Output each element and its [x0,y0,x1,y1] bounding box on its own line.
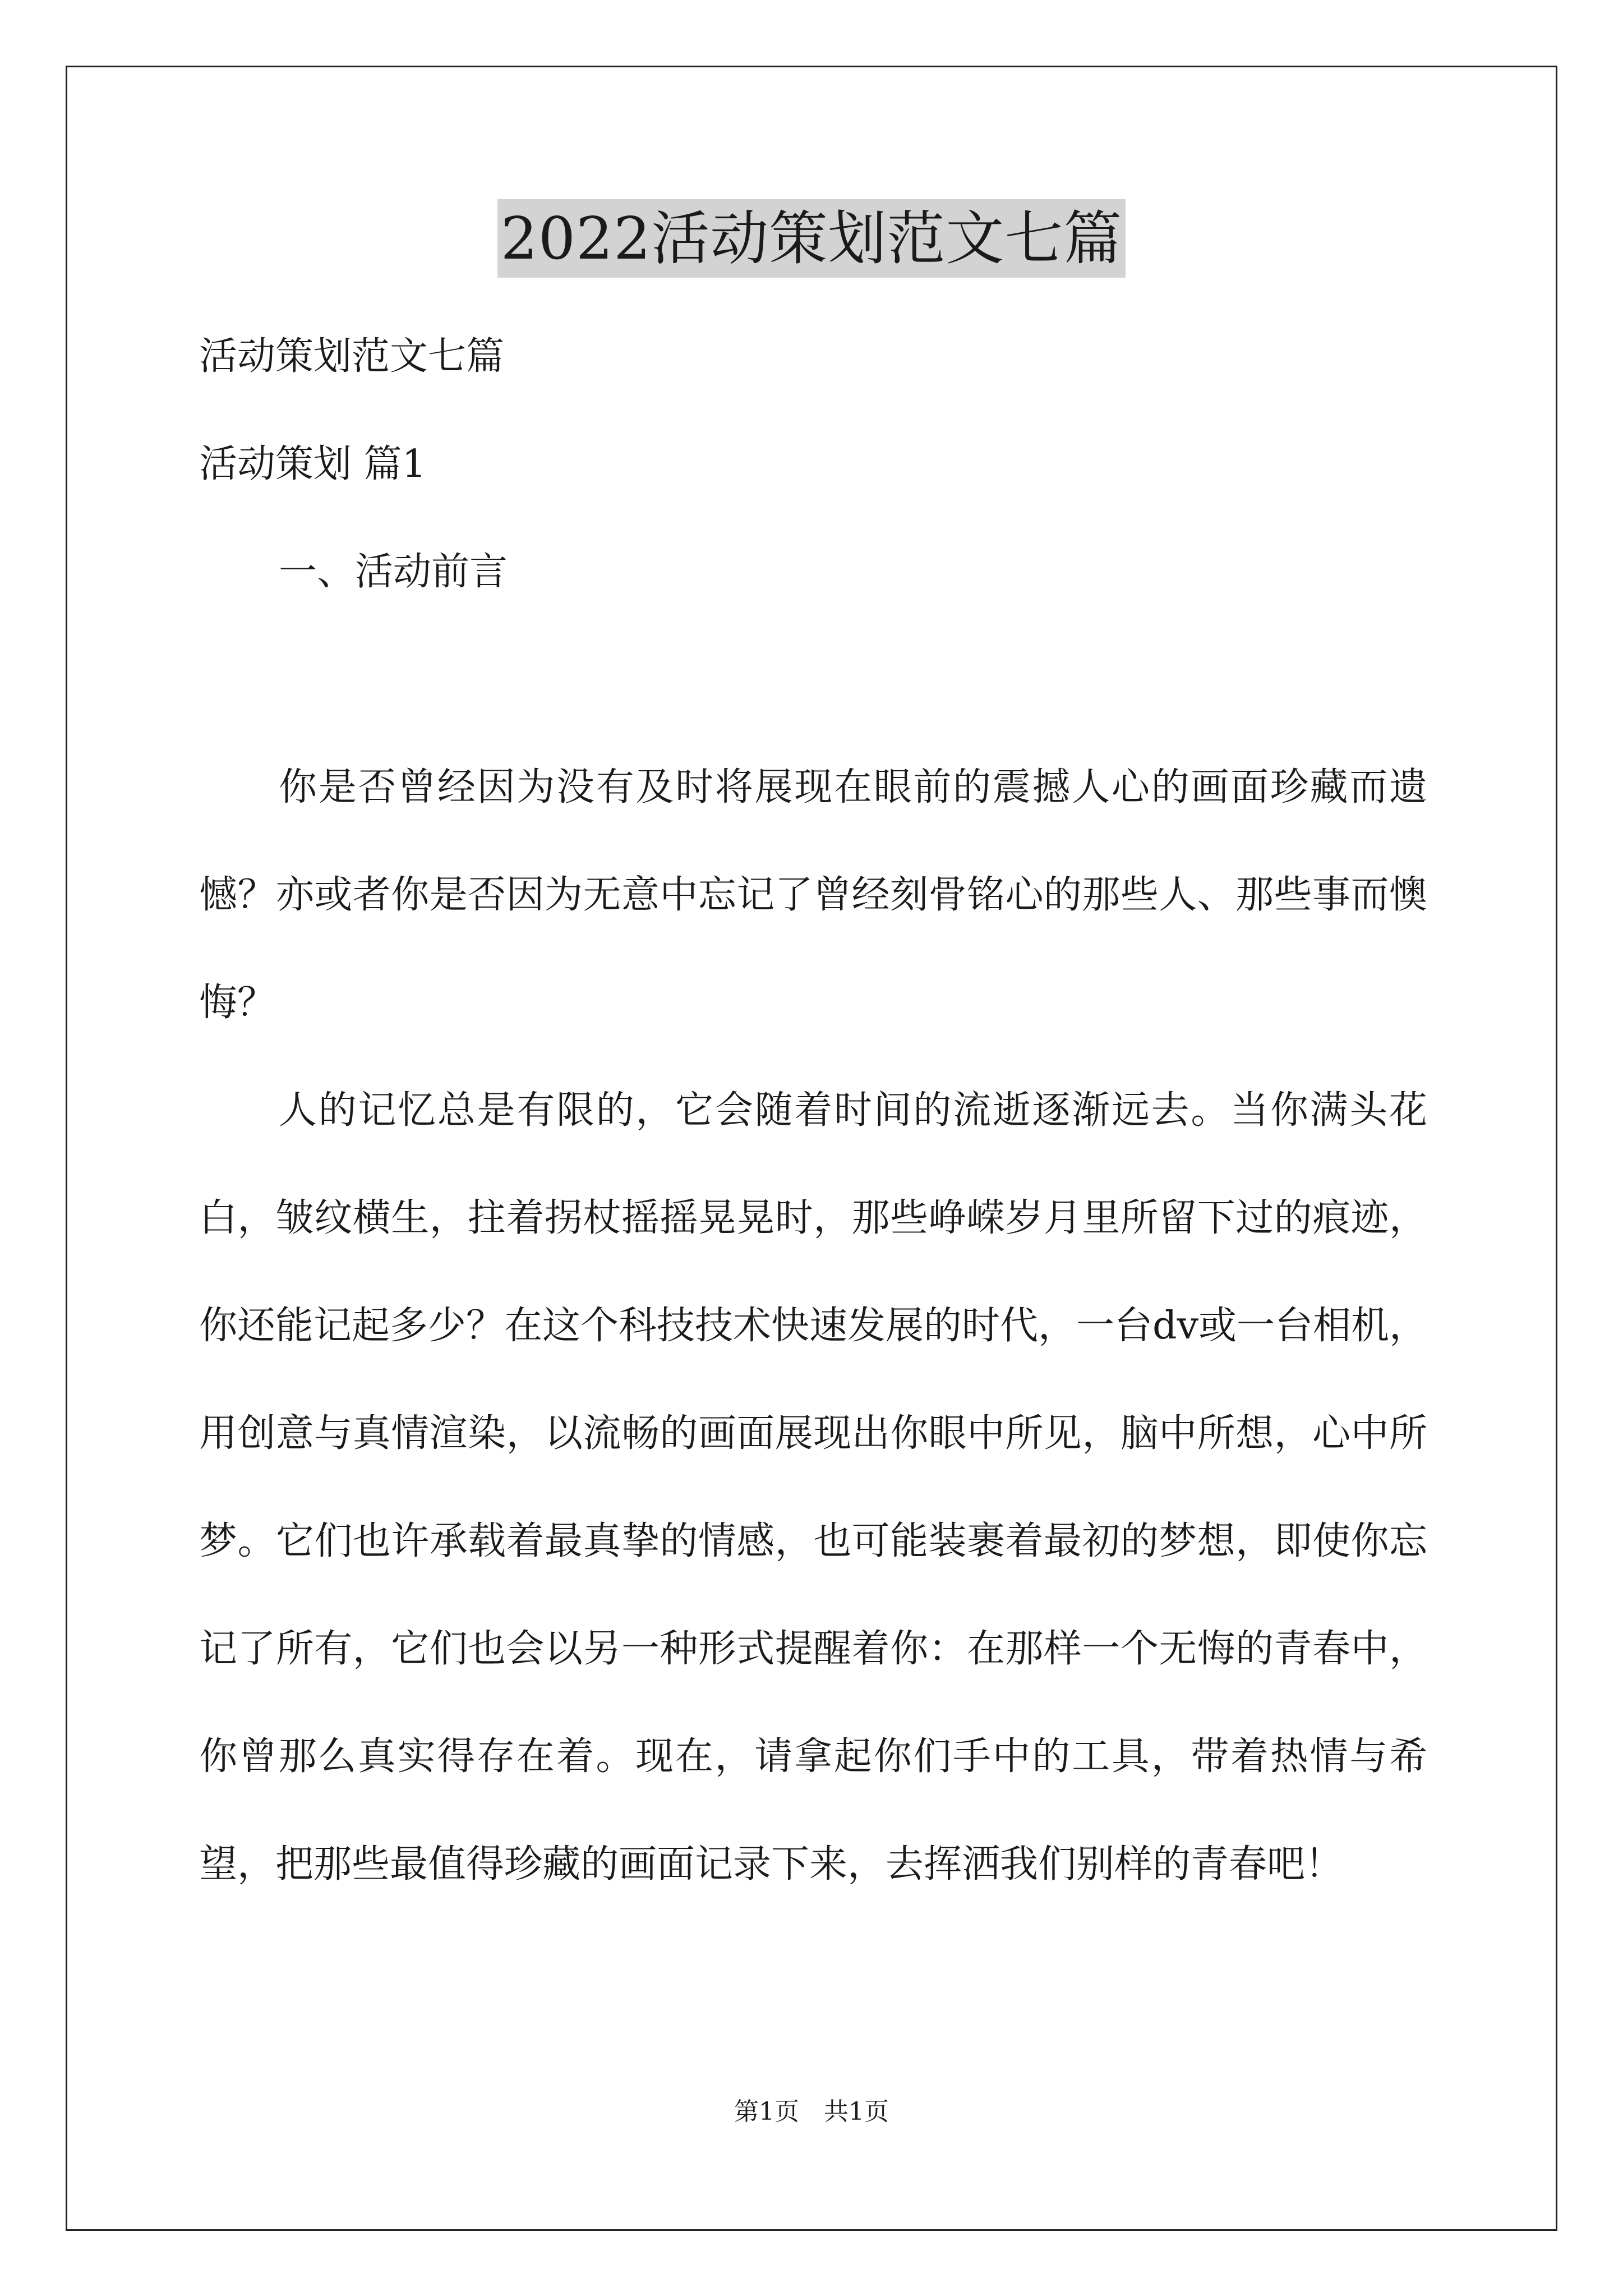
page-number: 第1页 共1页 [734,2097,889,2126]
paragraph-1: 你是否曾经因为没有及时将展现在眼前的震撼人心的画面珍藏而遗憾？亦或者你是否因为无意中忘记了曾经刻骨铭心的那些人、那些事而懊悔？ [199,765,1427,1025]
page-footer [0,2095,1623,2129]
document-body [199,303,1427,1918]
document-title: 2022活动策划范文七篇 [497,199,1126,278]
section-label: 活动策划 篇1 [199,442,426,486]
title-container [0,199,1623,278]
section-heading: 一、活动前言 [279,550,508,594]
paragraph-2: 人的记忆总是有限的，它会随着时间的流逝逐渐远去。当你满头花白，皱纹横生，拄着拐杖摇摇晃晃时，那些峥嵘岁月里所留下过的痕迹，你还能记起多少？在这个科技技术快速发展的时代，一台dv或一台相机，用创意与真情渲染，以流畅的画面展现出你眼中所见，脑中所想，心中所梦。它们也许承载着最真挚的情感，也可能装裹着最初的梦想，即使你忘记了所有，它们也会以另一种形式提醒着你：在那样一个无悔的青春中，你曾那么真实得存在着。现在，请拿起你们手中的工具，带着热情与希望，把那些最值得珍藏的画面记录下来，去挥洒我们别样的青春吧！ [199,1088,1427,1887]
document-subtitle: 活动策划范文七篇 [199,334,505,379]
blank-line [199,626,1427,734]
